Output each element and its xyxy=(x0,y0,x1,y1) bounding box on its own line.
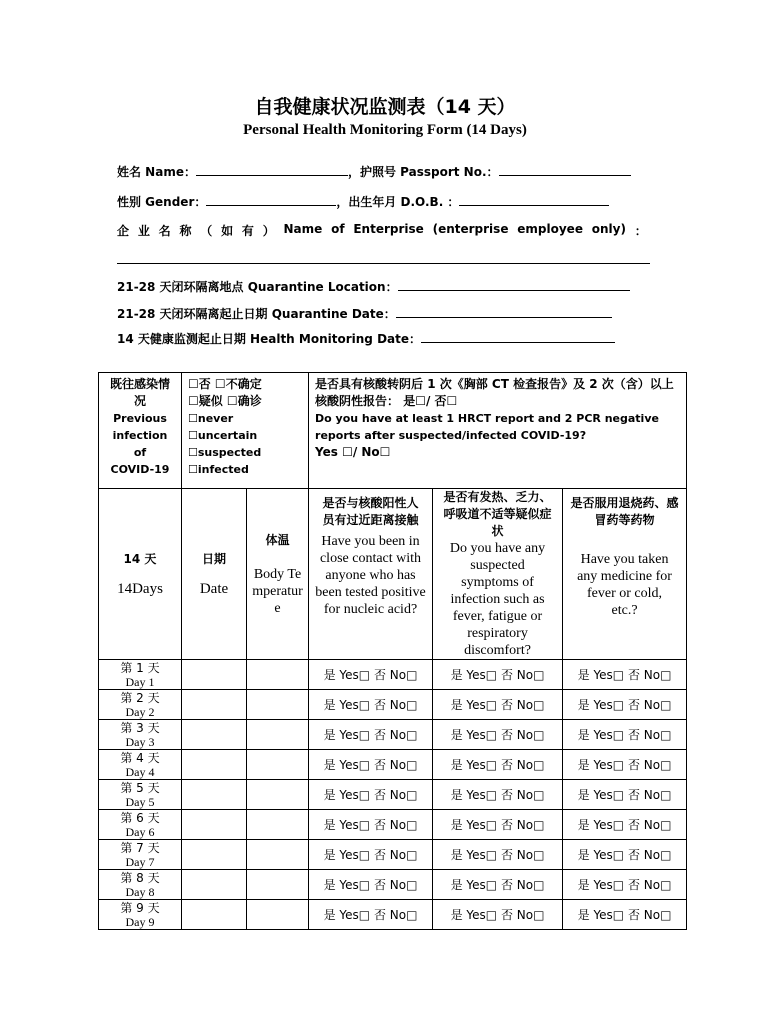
quarantine-location-row xyxy=(117,278,630,295)
day-label-cn: 第 9 天 xyxy=(120,900,160,915)
enterprise-word: 如 xyxy=(221,224,234,238)
day-label-en: Day 7 xyxy=(125,854,155,869)
day-label-cn: 第 4 天 xyxy=(120,750,160,765)
infection-options-line-2[interactable]: ☐疑似 ☐确诊 xyxy=(188,394,262,408)
temperature-cell[interactable] xyxy=(247,810,309,840)
name-field[interactable] xyxy=(196,164,348,176)
symptom-yes-no[interactable]: 是 Yes□ 否 No□ xyxy=(433,660,563,690)
date-header-cell xyxy=(182,489,247,660)
option-infected-checkbox[interactable]: ☐infected xyxy=(188,463,249,476)
prev-infection-en-4: COVID-19 xyxy=(110,463,170,476)
contact-header-cell xyxy=(309,489,433,660)
table-row xyxy=(99,690,687,720)
medicine-yes-no[interactable]: 是 Yes□ 否 No□ xyxy=(563,780,687,810)
passport-field[interactable] xyxy=(499,164,631,176)
temp-header-cn: 体温 xyxy=(265,533,290,547)
test-question-yes-no[interactable]: Yes ☐/ No☐ xyxy=(315,445,391,459)
contact-yes-no[interactable]: 是 Yes□ 否 No□ xyxy=(309,900,433,930)
contact-yes-no[interactable]: 是 Yes□ 否 No□ xyxy=(309,690,433,720)
table-row xyxy=(99,750,687,780)
day-label-cn: 第 3 天 xyxy=(120,720,160,735)
prev-infection-en-3: of xyxy=(133,446,147,459)
table-row xyxy=(99,810,687,840)
day-label-cn: 第 1 天 xyxy=(120,660,160,675)
symptom-yes-no[interactable]: 是 Yes□ 否 No□ xyxy=(433,810,563,840)
day-label-en: Day 6 xyxy=(125,824,155,839)
enterprise-word: 名 xyxy=(158,224,171,238)
medicine-yes-no[interactable]: 是 Yes□ 否 No□ xyxy=(563,840,687,870)
temperature-cell[interactable] xyxy=(247,690,309,720)
monitoring-date-field[interactable] xyxy=(421,331,615,343)
contact-yes-no[interactable]: 是 Yes□ 否 No□ xyxy=(309,870,433,900)
day-label-cell xyxy=(99,900,182,930)
date-header-en: Date xyxy=(199,581,229,597)
medicine-yes-no[interactable]: 是 Yes□ 否 No□ xyxy=(563,750,687,780)
table-row xyxy=(99,870,687,900)
enterprise-word: only) xyxy=(591,222,626,236)
enterprise-word: 业 xyxy=(137,224,150,238)
day-header-cell xyxy=(99,489,182,660)
contact-yes-no[interactable]: 是 Yes□ 否 No□ xyxy=(309,660,433,690)
option-uncertain-checkbox[interactable]: ☐uncertain xyxy=(188,429,258,442)
enterprise-word: employee xyxy=(517,222,583,236)
day-label-cell xyxy=(99,660,182,690)
enterprise-word: （ xyxy=(200,224,213,238)
symptom-yes-no[interactable]: 是 Yes□ 否 No□ xyxy=(433,840,563,870)
medicine-yes-no[interactable]: 是 Yes□ 否 No□ xyxy=(563,870,687,900)
medicine-yes-no[interactable]: 是 Yes□ 否 No□ xyxy=(563,690,687,720)
date-cell[interactable] xyxy=(182,870,247,900)
day-label-cn: 第 5 天 xyxy=(120,780,160,795)
medicine-header-en: Have you taken any medicine for fever or cold, etc.? xyxy=(577,552,672,618)
infection-options-line-1[interactable]: ☐否 ☐不确定 xyxy=(188,377,262,391)
temperature-cell[interactable] xyxy=(247,750,309,780)
date-cell[interactable] xyxy=(182,840,247,870)
date-cell[interactable] xyxy=(182,750,247,780)
prev-infection-en-1: Previous xyxy=(113,412,167,425)
temp-header-en: Body Temperature xyxy=(252,567,303,616)
enterprise-word: 有 xyxy=(241,224,254,238)
date-cell[interactable] xyxy=(182,780,247,810)
date-cell[interactable] xyxy=(182,690,247,720)
symptom-yes-no[interactable]: 是 Yes□ 否 No□ xyxy=(433,900,563,930)
day-label-cell xyxy=(99,870,182,900)
prev-infection-label-cell xyxy=(99,373,182,489)
name-label: 姓名 Name： xyxy=(117,165,196,179)
medicine-header-cell xyxy=(563,489,687,660)
enterprise-field[interactable] xyxy=(117,263,650,264)
table-row xyxy=(99,720,687,750)
contact-header-cn: 是否与核酸阳性人员有过近距离接触 xyxy=(322,496,419,527)
passport-label: ，护照号 Passport No.： xyxy=(347,165,499,179)
day-header-cn: 14 天 xyxy=(123,552,157,566)
page-title: 自我健康状况监测表（14 天） xyxy=(254,96,516,118)
quarantine-location-field[interactable] xyxy=(398,279,630,291)
temperature-cell[interactable] xyxy=(247,780,309,810)
medicine-header-cn: 是否服用退烧药、感冒药等药物 xyxy=(570,496,679,527)
symptom-yes-no[interactable]: 是 Yes□ 否 No□ xyxy=(433,870,563,900)
test-question-cell xyxy=(309,373,687,489)
enterprise-word: 企 xyxy=(117,224,130,238)
symptom-yes-no[interactable]: 是 Yes□ 否 No□ xyxy=(433,750,563,780)
table-row xyxy=(99,780,687,810)
monitoring-table xyxy=(98,372,687,930)
day-label-en: Day 3 xyxy=(125,734,155,749)
day-label-cn: 第 2 天 xyxy=(120,690,160,705)
day-label-en: Day 8 xyxy=(125,884,155,899)
day-label-cell xyxy=(99,690,182,720)
symptom-header-cn: 是否有发热、乏力、呼吸道不适等疑似症状 xyxy=(443,490,552,538)
name-passport-row xyxy=(117,163,631,180)
contact-yes-no[interactable]: 是 Yes□ 否 No□ xyxy=(309,840,433,870)
test-question-en: Do you have at least 1 HRCT report and 2 PCR negative reports after suspected/infected COVID-19? xyxy=(315,412,659,442)
day-label-cn: 第 8 天 xyxy=(120,870,160,885)
contact-yes-no[interactable]: 是 Yes□ 否 No□ xyxy=(309,810,433,840)
quarantine-date-label: 21-28 天闭环隔离起止日期 Quarantine Date： xyxy=(117,307,396,321)
infection-options-cell xyxy=(182,373,309,489)
enterprise-word: (enterprise xyxy=(432,222,509,236)
day-label-en: Day 9 xyxy=(125,914,155,929)
day-label-cell xyxy=(99,840,182,870)
symptom-yes-no[interactable]: 是 Yes□ 否 No□ xyxy=(433,780,563,810)
day-label-cell xyxy=(99,810,182,840)
enterprise-word: 称 xyxy=(179,224,192,238)
day-label-en: Day 1 xyxy=(125,674,155,689)
day-header-en: 14Days xyxy=(117,581,163,597)
day-label-en: Day 4 xyxy=(125,764,155,779)
symptom-header-en: Do you have any suspected symptoms of infection such as fever, fatigue or respiratory discomfort? xyxy=(449,541,546,658)
contact-header-en: Have you been in close contact with anyone who has been tested positive for nucleic acid? xyxy=(315,534,426,617)
enterprise-word: of xyxy=(331,222,345,236)
symptom-yes-no[interactable]: 是 Yes□ 否 No□ xyxy=(433,690,563,720)
temperature-cell[interactable] xyxy=(247,900,309,930)
day-label-cell xyxy=(99,720,182,750)
page-subtitle: Personal Health Monitoring Form (14 Days) xyxy=(243,122,527,138)
prev-infection-en-2: infection xyxy=(112,429,168,442)
gender-dob-row xyxy=(117,193,609,210)
day-label-cn: 第 7 天 xyxy=(120,840,160,855)
prev-infection-label-cn: 既往感染情况 xyxy=(109,377,170,408)
test-question-cn: 是否具有核酸转阴后 1 次《胸部 CT 检查报告》及 2 次（含）以上核酸阴性报告： 是☐/ 否☐ xyxy=(315,377,674,408)
date-cell[interactable] xyxy=(182,720,247,750)
gender-field[interactable] xyxy=(206,194,336,206)
medicine-yes-no[interactable]: 是 Yes□ 否 No□ xyxy=(563,810,687,840)
header-row xyxy=(99,489,687,660)
enterprise-row xyxy=(117,222,647,239)
temp-header-cell xyxy=(247,489,309,660)
day-label-en: Day 5 xyxy=(125,794,155,809)
day-label-cell xyxy=(99,780,182,810)
monitoring-date-row xyxy=(117,330,615,347)
temperature-cell[interactable] xyxy=(247,720,309,750)
quarantine-location-label: 21-28 天闭环隔离地点 Quarantine Location： xyxy=(117,280,398,294)
temperature-cell[interactable] xyxy=(247,660,309,690)
contact-yes-no[interactable]: 是 Yes□ 否 No□ xyxy=(309,720,433,750)
enterprise-word: ： xyxy=(634,224,647,238)
medicine-yes-no[interactable]: 是 Yes□ 否 No□ xyxy=(563,660,687,690)
quarantine-date-field[interactable] xyxy=(396,306,612,318)
option-suspected-checkbox[interactable]: ☐suspected xyxy=(188,446,262,459)
symptom-header-cell xyxy=(433,489,563,660)
gender-label: 性别 Gender： xyxy=(117,195,207,209)
temperature-cell[interactable] xyxy=(247,870,309,900)
dob-field[interactable] xyxy=(459,194,609,206)
option-never-checkbox[interactable]: ☐never xyxy=(188,412,234,425)
day-label-en: Day 2 xyxy=(125,704,155,719)
day-label-cn: 第 6 天 xyxy=(120,810,160,825)
table-row xyxy=(99,900,687,930)
monitoring-date-label: 14 天健康监测起止日期 Health Monitoring Date： xyxy=(117,332,422,346)
date-cell[interactable] xyxy=(182,660,247,690)
date-header-cn: 日期 xyxy=(201,552,226,566)
symptom-yes-no[interactable]: 是 Yes□ 否 No□ xyxy=(433,720,563,750)
contact-yes-no[interactable]: 是 Yes□ 否 No□ xyxy=(309,780,433,810)
dob-label: ，出生年月 D.O.B. ： xyxy=(336,195,460,209)
date-cell[interactable] xyxy=(182,810,247,840)
table-row xyxy=(99,840,687,870)
enterprise-word: ） xyxy=(262,224,275,238)
medicine-yes-no[interactable]: 是 Yes□ 否 No□ xyxy=(563,720,687,750)
date-cell[interactable] xyxy=(182,900,247,930)
medicine-yes-no[interactable]: 是 Yes□ 否 No□ xyxy=(563,900,687,930)
infection-row xyxy=(99,373,687,489)
enterprise-word: Name xyxy=(283,222,323,236)
quarantine-date-row xyxy=(117,305,612,322)
table-row xyxy=(99,660,687,690)
contact-yes-no[interactable]: 是 Yes□ 否 No□ xyxy=(309,750,433,780)
enterprise-word: Enterprise xyxy=(353,222,424,236)
temperature-cell[interactable] xyxy=(247,840,309,870)
day-label-cell xyxy=(99,750,182,780)
